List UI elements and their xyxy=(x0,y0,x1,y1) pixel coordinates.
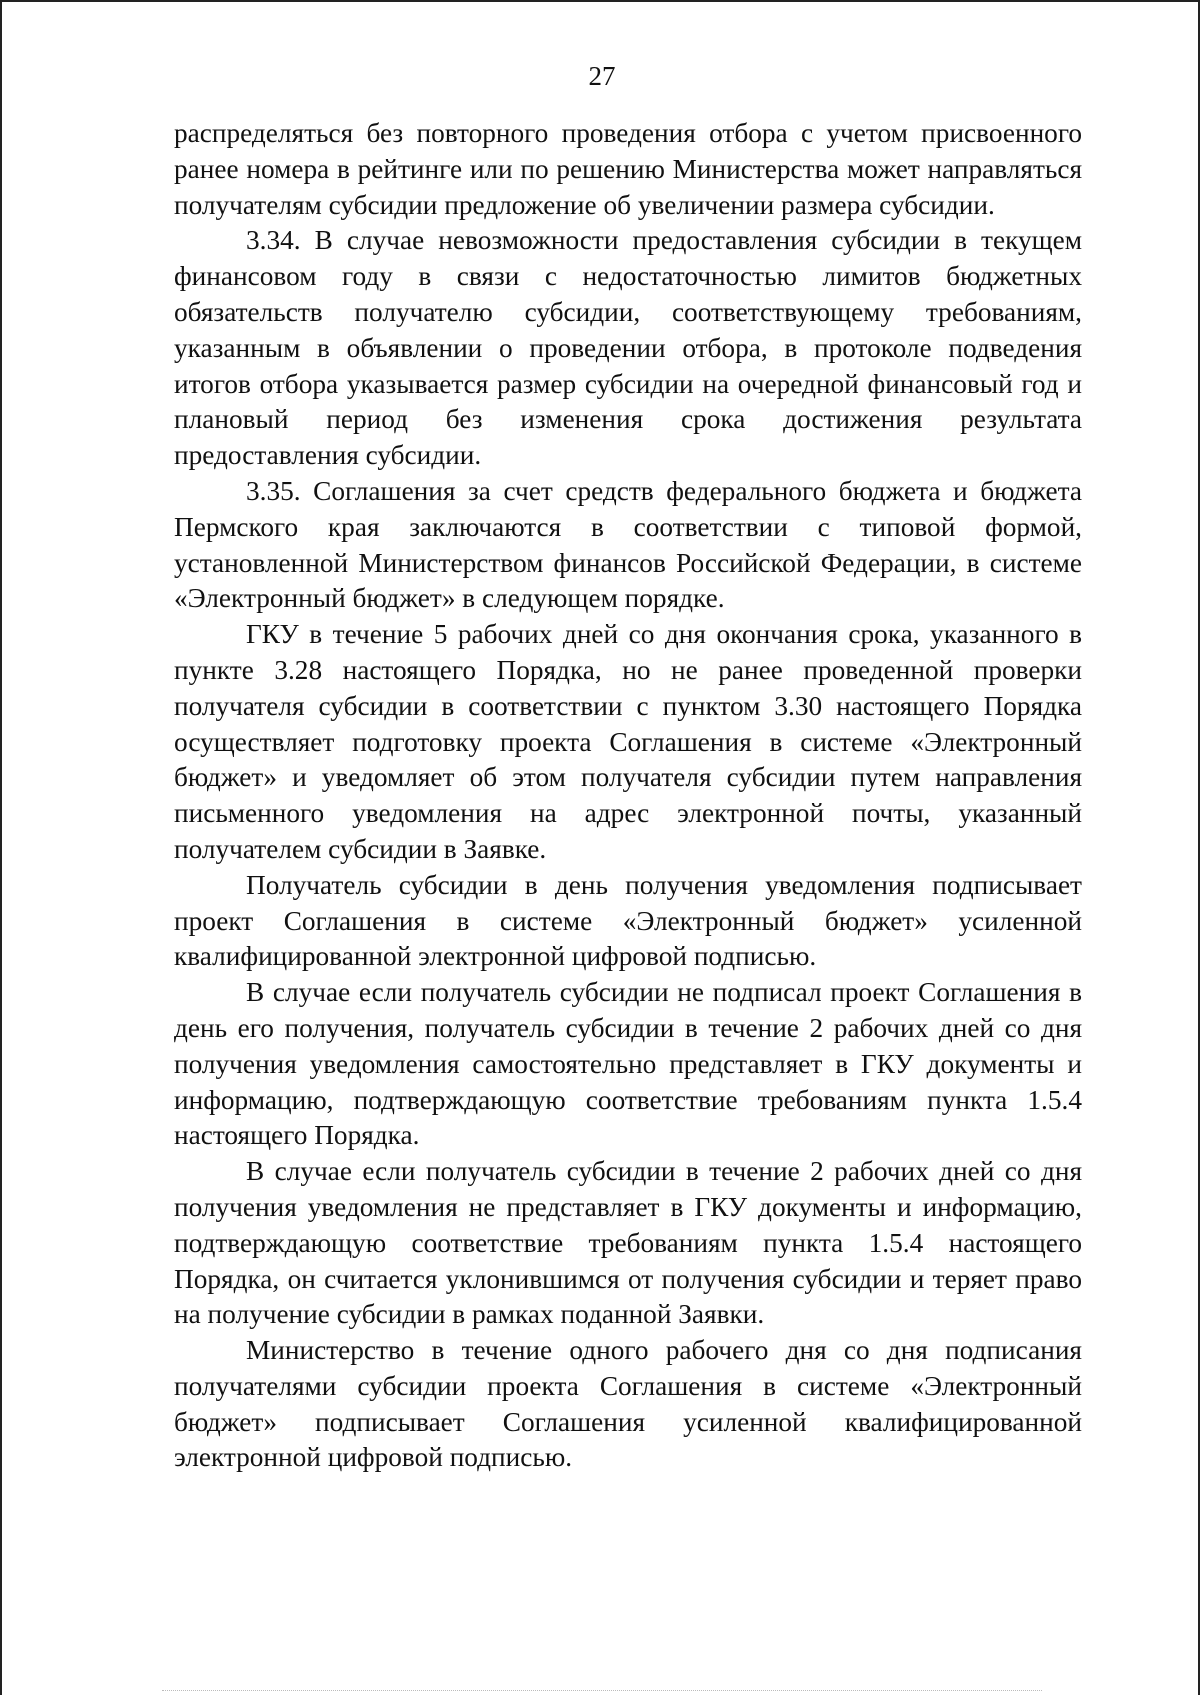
scan-edge-line xyxy=(162,1690,1042,1691)
paragraph-ministry-signs: Министерство в течение одного рабочего дня со дня подписания получателями субсидии проекта Соглашения в системе «Электронный бюджет» подписывает Соглашения усиленной квалифицированной электронной цифровой подписью. xyxy=(174,1335,1082,1473)
paragraph-3-35: 3.35. Соглашения за счет средств федерального бюджета и бюджета Пермского края заключаются в соответствии с типовой формой, установленной Министерством финансов Российской Федерации, в системе «Электронный бюджет» в следующем порядке. xyxy=(174,475,1082,614)
paragraph-recipient-signs: Получатель субсидии в день получения уведомления подписывает проект Соглашения в системе «Электронный бюджет» усиленной квалифицированной электронной цифровой подписью. xyxy=(174,869,1082,972)
paragraph-3-34: 3.34. В случае невозможности предоставления субсидии в текущем финансовом году в связи с недостаточностью лимитов бюджетных обязательств получателю субсидии, соответствующему требованиям, указанным в объявлении о проведении отбора, в протоколе подведения итогов отбора указывается размер субсидии на очередной финансовый год и плановый период без изменения срока достижения результата предоставления субсидии. xyxy=(174,225,1082,471)
page-number: 27 xyxy=(588,61,616,91)
document-body xyxy=(174,116,1082,1476)
paragraph-gku-preparation: ГКУ в течение 5 рабочих дней со дня окончания срока, указанного в пункте 3.28 настоящего Порядка, но не ранее проведенной проверки получателя субсидии в соответствии с пунктом 3.30 настоящего Порядка осуществляет подготовку проекта Соглашения в системе «Электронный бюджет» и уведомляет об этом получателя субсидии путем направления письменного уведомления на адрес электронной почты, указанный получателем субсидии в Заявке. xyxy=(174,619,1082,864)
paragraph-continuation: распределяться без повторного проведения отбора с учетом присвоенного ранее номера в рейтинге или по решению Министерства может направляться получателям субсидии предложение об увеличении размера субсидии. xyxy=(174,118,1082,220)
paragraph-not-signed: В случае если получатель субсидии не подписал проект Соглашения в день его получения, получатель субсидии в течение 2 рабочих дней со дня получения уведомления самостоятельно представляет в ГКУ документы и информацию, подтверждающую соответствие требованиям пункта 1.5.4 настоящего Порядка. xyxy=(174,977,1082,1151)
paragraph-evasion: В случае если получатель субсидии в течение 2 рабочих дней со дня получения уведомления не представляет в ГКУ документы и информацию, подтверждающую соответствие требованиям пункта 1.5.4 настоящего Порядка, он считается уклонившимся от получения субсидии и теряет право на получение субсидии в рамках поданной Заявки. xyxy=(174,1156,1082,1330)
